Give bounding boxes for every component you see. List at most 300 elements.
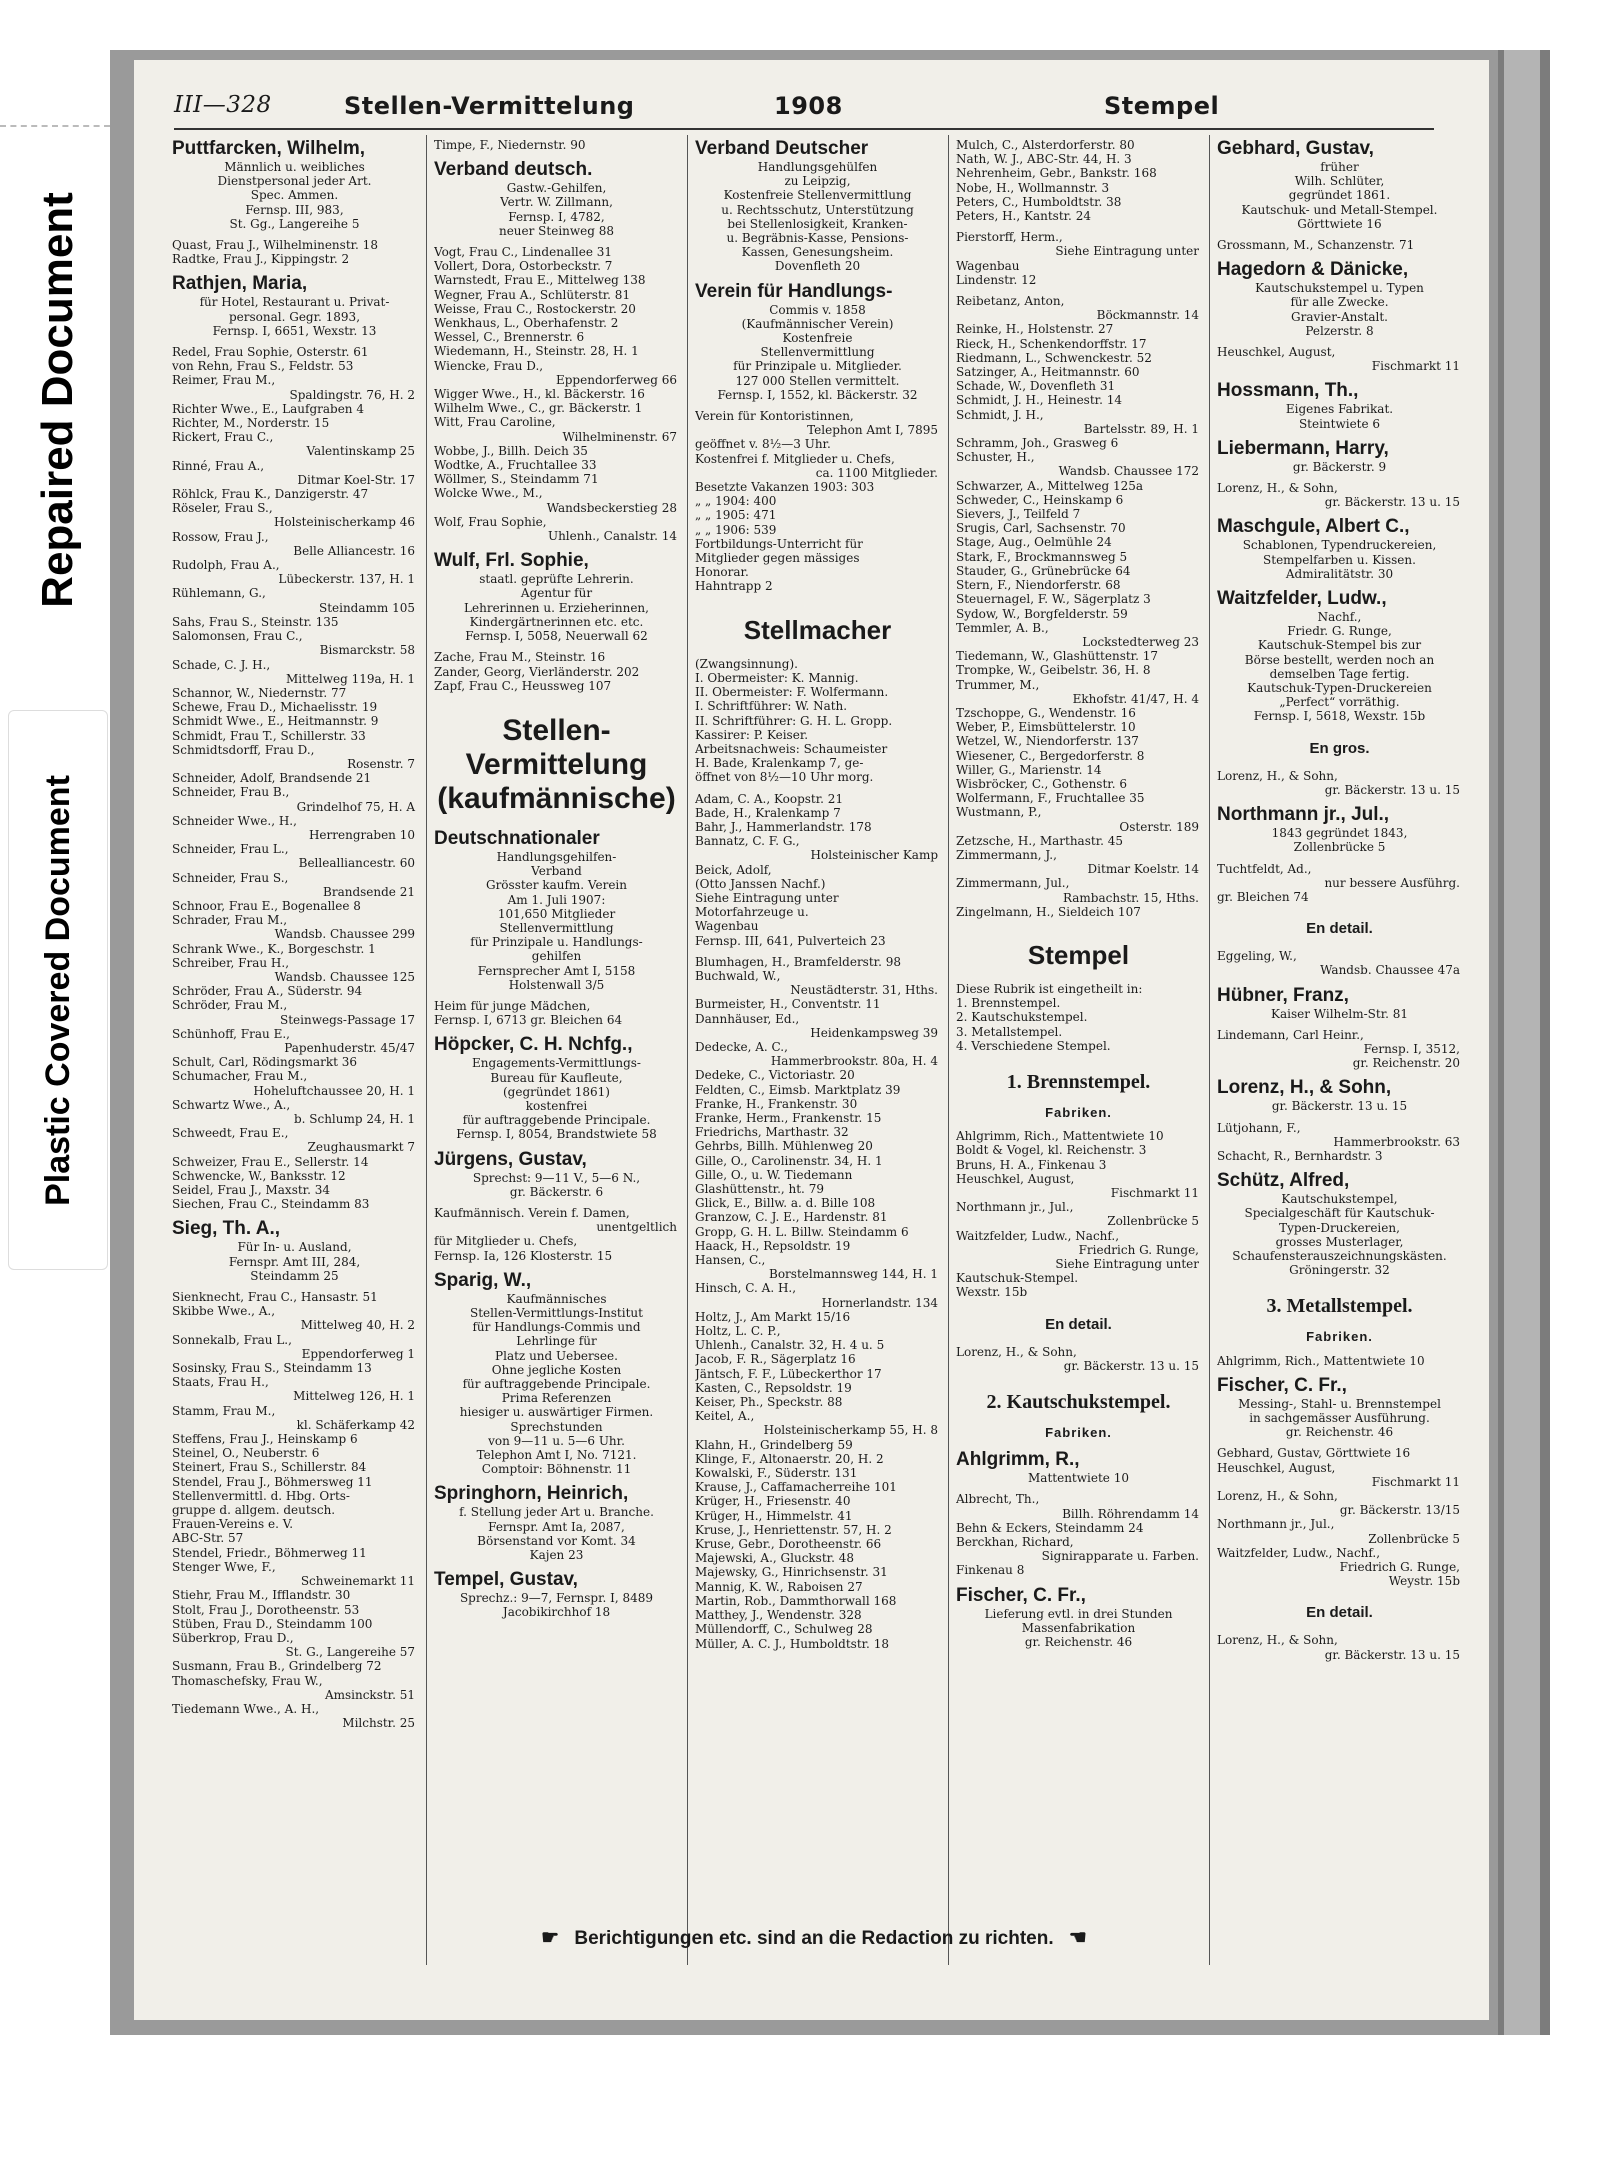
text-line: Kostenfreie Stellenvermittlung [723,188,912,203]
column-3 [695,138,940,1958]
text-line: Engagements-Vermittlungs- [472,1056,641,1071]
text-line: Fernsp. I, 6713 gr. Bleichen 64 [434,1013,623,1028]
text-line: Maschgule, Albert C., [1217,516,1410,538]
text-line: Holsteinischerkamp 55, H. 8 [763,1423,938,1438]
text-line: Zache, Frau M., Steinstr. 16 [434,650,606,665]
text-line: Müller, A. C. J., Humboldtstr. 18 [695,1636,889,1651]
text-line: Stamm, Frau M., [172,1403,276,1418]
text-line: Admiralitätstr. 30 [1285,566,1394,581]
text-line: Heidenkampsweg 39 [810,1025,938,1040]
text-line: (kaufmännische) [437,781,676,815]
text-line: Friedr. G. Runge, [1287,624,1392,639]
advertisement-entry [1217,138,1462,231]
text-line: 3. Metallstempel. [1266,1295,1413,1318]
text-line: Fischer, C. Fr., [956,1584,1086,1606]
text-line: Eggeling, W., [1217,949,1297,964]
text-line: Bruns, H. A., Finkenau 3 [956,1157,1107,1172]
text-line: Vermittelung [465,747,648,781]
text-line: Kautschukstempel u. Typen [1255,281,1424,296]
text-line: in sachgemässer Ausführung. [1249,1410,1430,1425]
text-line: für Handlungs-Commis und [472,1320,641,1335]
text-line: Wandsb. Chaussee 172 [1058,464,1199,479]
text-line: Fernsp. I, 5618, Wexstr. 15b [1253,709,1426,724]
text-line: Schwencke, W., Banksstr. 12 [172,1168,346,1183]
text-line: (Otto Janssen Nachf.) [695,876,826,891]
text-line: 127 000 Stellen vermittelt. [735,373,900,388]
text-line: Sprechz.: 9—7, Fernspr. I, 8489 [459,1591,654,1606]
text-line: Springhorn, Heinrich, [434,1483,629,1505]
text-line: Stellen- [502,713,611,747]
text-line: Heuschkel, August, [1217,345,1336,360]
text-line: Steintwiete 6 [1298,416,1381,431]
text-line: Lehrlinge für [516,1334,597,1349]
category-heading [956,1390,1201,1414]
text-line: Motorfahrzeuge u. [695,905,809,920]
text-line: Kruse, Gebr., Dorotheenstr. 66 [695,1537,882,1552]
text-line: Schade, W., Dovenfleth 31 [956,379,1116,394]
text-line: Höpcker, C. H. Nchfg., [434,1034,633,1056]
text-line: Verband Deutscher [695,138,869,159]
text-line: Lorenz, H., & Sohn, [1217,1077,1392,1099]
advertisement-entry [434,1149,679,1199]
text-line: Schaufensterauszeichnungskästen. [1232,1248,1447,1263]
text-line: Steinel, O., Neuberstr. 6 [172,1446,320,1461]
text-line: Schmidt, J. H., Heinestr. 14 [956,393,1122,408]
text-line: Friedrichs, Marthastr. 32 [695,1125,849,1140]
text-line: Stolt, Frau J., Dorotheenstr. 53 [172,1602,360,1617]
text-line: Staats, Frau H., [172,1375,269,1390]
text-line: (Kaufmännischer Verein) [741,316,894,331]
text-line: ca. 1100 Mitglieder. [815,465,938,480]
text-line: Schweinemarkt 11 [300,1574,415,1589]
text-line: Comptoir: Böhnenstr. 11 [481,1462,632,1477]
listing-block [956,1492,1201,1577]
text-line: Rudolph, Frau A., [172,558,280,573]
text-line: Stellenvermittlung [499,920,614,935]
text-line: Krüger, H., Friesenstr. 40 [695,1494,851,1509]
text-line: Lorenz, H., & Sohn, [1217,481,1338,496]
text-line: Heuschkel, August, [956,1171,1075,1186]
text-line: Klinge, F., Altonaerstr. 20, H. 2 [695,1451,884,1466]
text-line: Sienknecht, Frau C., Hansastr. 51 [172,1290,378,1305]
scanned-page [110,50,1550,2035]
text-line: 1843 gegründet 1843, [1271,826,1408,841]
spacer [956,1374,1201,1380]
text-line: Albrecht, Th., [956,1492,1040,1507]
text-line: Kautschuk-Stempel bis zur [1257,638,1422,653]
text-line: Steindamm 25 [250,1268,339,1283]
text-line: Zimmermann, J., [956,847,1057,862]
text-line: Schneider, Frau L., [172,842,289,857]
text-line: Commis v. 1858 [769,302,866,317]
spacer [956,1418,1201,1424]
text-line: Sievers, J., Teilfeld 7 [956,507,1081,522]
text-line: Lübeckerstr. 137, H. 1 [278,572,415,587]
text-line: Gastw.-Gehilfen, [506,181,607,196]
text-line: Behn & Eckers, Steindamm 24 [956,1520,1144,1535]
text-line: Handlungsgehilfen- [496,849,617,864]
text-line: Dannhäuser, Ed., [695,1011,800,1026]
text-line: Sahs, Frau S., Steinstr. 135 [172,614,339,629]
text-line: Pelzerstr. 8 [1305,323,1374,338]
text-line: Billh. Röhrendamm 14 [1062,1506,1199,1521]
text-line: Eppendorferweg 1 [301,1346,415,1361]
text-line: Timpe, F., Niedernstr. 90 [434,138,586,152]
text-line: Dienstpersonal jeder Art. [217,174,372,189]
advertisement-entry [956,1585,1201,1650]
column-2 [434,138,679,1958]
text-line: Fernspr. Amt III, 284, [228,1254,361,1269]
text-line: Peters, C., Humboldtstr. 38 [956,194,1122,209]
text-line: Waitzfelder, Ludw., Nachf., [1217,1545,1381,1560]
section-heading [956,940,1201,970]
text-line: Mannig, K. W., Raboisen 27 [695,1579,863,1594]
text-line: Radtke, Frau J., Kippingstr. 2 [172,252,350,267]
text-line: Haack, H., Repsoldstr. 19 [695,1238,851,1253]
text-line: gehilfen [531,949,582,964]
text-line: Kaufmännisch. Verein f. Damen, [434,1205,630,1220]
text-line: Schmidtsdorff, Frau D., [172,742,315,757]
text-line: Siechen, Frau C., Steindamm 83 [172,1197,370,1212]
footer-text: Berichtigungen etc. sind an die Redaction zu richten. [574,1928,1054,1949]
text-line: Trompke, W., Geibelstr. 36, H. 8 [956,663,1151,678]
text-line: Grindelhof 75, H. A [296,799,415,814]
subsection-heading [956,1315,1201,1335]
spacer [695,595,940,601]
listing-block [956,1345,1201,1373]
text-line: Stellenvermittlung [760,345,875,360]
text-line: für Hotel, Restaurant u. Privat- [199,295,390,310]
text-line: (gegründet 1861) [503,1084,610,1099]
section-heading [695,615,940,645]
text-line: Süberkrop, Frau D., [172,1630,294,1645]
paper-sheet [134,60,1489,2020]
text-line: Ahlgrimm, Rich., Mattentwiete 10 [1217,1353,1425,1368]
text-line: Am 1. Juli 1907: [507,892,606,907]
section-title: Stellen-Vermittelung [344,92,635,120]
footer-note [464,1925,1164,1950]
text-line: Beick, Adolf, [695,862,772,877]
text-line: Schneider Wwe., H., [172,813,297,828]
text-line: Stendel, Frau J., Böhmersweg 11 [172,1474,373,1489]
text-line: Tuchtfeldt, Ad., [1217,861,1312,876]
text-line: Massenfabrikation [1021,1620,1136,1635]
repaired-document-label: Repaired Document [33,192,83,608]
text-line: Hahntrapp 2 [695,579,773,594]
text-line: Wulf, Frl. Sophie, [434,550,589,572]
text-line: Rosenstr. 7 [347,756,415,771]
right-section-title: Stempel [1104,92,1220,120]
text-line: Kowalski, F., Süderstr. 131 [695,1466,858,1481]
text-line: St. G., Langereihe 57 [285,1645,415,1660]
column-divider [426,135,427,1965]
spacer [1217,1663,1462,1669]
text-line: Wandsb. Chaussee 125 [274,969,415,984]
text-line: Fernsp. I, 8054, Brandstwiete 58 [456,1127,657,1142]
text-line: Schmidt, Frau T., Schillerstr. 33 [172,728,366,743]
listing-block [172,238,417,266]
listing-block [1217,862,1462,905]
text-line: Steinwegs-Passage 17 [279,1012,415,1027]
text-line: Hoheluftchaussee 20, H. 1 [253,1083,415,1098]
text-line: 2. Kautschukstempel. [956,1010,1088,1025]
text-line: Fernsp. Ia, 126 Klosterstr. 15 [434,1248,613,1263]
text-line: Hübner, Franz, [1217,984,1349,1006]
listing-block [434,245,679,543]
text-line: Stellen-Vermittlungs-Institut [470,1305,643,1320]
text-line: Heim für junge Mädchen, [434,998,591,1013]
text-line: Wöllmer, S., Steindamm 71 [434,472,599,487]
text-line: Schünhoff, Frau E., [172,1026,290,1041]
text-line: Holsteinischerkamp 46 [273,515,415,530]
text-line: Wustmann, P., [956,805,1042,820]
text-line: Hinsch, C. A. H., [695,1281,797,1296]
text-line: Wolcke Wwe., M., [434,486,543,501]
text-line: Schnoor, Frau E., Bogenallee 8 [172,898,361,913]
text-line: Görttwiete 16 [1297,216,1382,231]
text-line: Agentur für [520,586,593,601]
column-divider [1209,135,1210,1965]
text-line: gr. Bäckerstr. 6 [509,1184,604,1199]
advertisement-entry [956,1449,1201,1485]
text-line: Gebhard, Gustav, [1217,138,1374,159]
text-line: Vertr. W. Zillmann, [500,195,613,210]
text-line: Keiser, Ph., Speckstr. 88 [695,1395,843,1410]
text-line: unentgeltlich [596,1220,677,1235]
text-line: Verband [531,864,582,879]
text-line: Holstenwall 3/5 [508,977,605,992]
spacer [956,1650,1201,1656]
text-line: Zimmermann, Jul., [956,876,1070,891]
text-line: gr. Reichenstr. 20 [1352,1056,1460,1071]
text-line: früher [1320,160,1359,174]
text-line: Müllendorff, C., Schulweg 28 [695,1622,873,1637]
text-line: Fernsp. I, 1552, kl. Bäckerstr. 32 [717,387,918,402]
advertisement-entry [434,1569,679,1619]
text-line: u. Rechtsschutz, Unterstützung [721,202,914,217]
advertisement-entry [172,138,417,231]
text-line: Lindenstr. 12 [956,272,1037,287]
text-line: gr. Bäckerstr. 13 u. 15 [1271,1099,1408,1114]
text-line: Richter, M., Norderstr. 15 [172,416,330,431]
text-line: Fabriken. [1306,1329,1373,1345]
text-line: neuer Steinweg 88 [498,223,615,238]
text-line: Wobbe, J., Billh. Deich 35 [434,443,588,458]
advertisement-entry [1217,1375,1462,1440]
text-line: „Perfect“ vorräthig. [1279,695,1400,710]
advertisement-entry [1217,380,1462,430]
text-line: Hammerbrookstr. 80a, H. 4 [770,1054,938,1069]
text-line: Gröningerstr. 32 [1289,1263,1390,1278]
text-line: Siehe Eintragung unter [695,890,839,905]
text-line: hiesiger u. auswärtiger Firmen. [459,1405,654,1420]
year: 1908 [774,92,843,120]
text-line: Wagenbau [956,258,1020,273]
text-line: Grossmann, M., Schanzenstr. 71 [1217,238,1415,253]
text-line: Fischer, C. Fr., [1217,1374,1347,1396]
listing-block [1217,1633,1462,1661]
text-line: Rühlemann, G., [172,586,266,601]
advertisement-entry [434,1034,679,1141]
text-line: Jacob, F. R., Sägerplatz 16 [695,1352,856,1367]
listing-block [172,345,417,1211]
listing-block [1217,238,1462,252]
text-line: Schweizer, Frau E., Sellerstr. 14 [172,1154,369,1169]
text-line: Fortbildungs-Unterricht für [695,536,863,551]
text-line: Wisbröcker, C., Gothenstr. 6 [956,776,1127,791]
text-line: Rieck, H., Schenkendorffstr. 17 [956,336,1147,351]
sidebar [0,120,110,1270]
text-line: staatl. geprüfte Lehrerin. [479,572,634,587]
text-line: Stellmacher [743,614,892,645]
text-line: Granzow, C. J. E., Hardenstr. 81 [695,1210,888,1225]
text-line: Schneider, Adolf, Brandsende 21 [172,771,372,786]
listing-block [434,1206,679,1263]
text-line: gr. Reichenstr. 46 [1024,1635,1133,1650]
text-line: Neustädterstr. 31, Hths. [790,983,938,998]
text-line: Satzinger, A., Heitmannstr. 60 [956,365,1140,380]
bottom-margin [110,2035,1600,2177]
text-line: Schumacher, Frau M., [172,1069,308,1084]
text-line: Hammerbrookstr. 63 [1333,1134,1460,1149]
advertisement-entry [434,550,679,643]
advertisement-entry [1217,1170,1462,1277]
text-line: Holsteinischer Kamp [810,848,938,863]
text-line: Schwarzer, A., Mittelweg 125a [956,478,1144,493]
text-line: Jäntsch, F. F., Lübeckerthor 17 [695,1366,882,1381]
text-line: Osterstr. 189 [1119,819,1199,834]
text-line: Fernsprecher Amt I, 5158 [477,963,636,978]
text-line: Stenger Wwe, F., [172,1559,276,1574]
text-line: Franke, H., Frankenstr. 30 [695,1096,858,1111]
text-line: Weystr. 15b [1388,1574,1460,1589]
text-line: Handlungsgehülfen [757,160,878,174]
text-line: Reimer, Frau M., [172,373,276,388]
spacer [1217,905,1462,911]
listing-block [434,138,679,152]
text-line: I. Schriftführer: W. Nath. [695,699,848,714]
pointing-hand-icon: ☚ [1068,1927,1087,1949]
text-line: Gille, O., Carolinenstr. 34, H. 1 [695,1153,883,1168]
text-line: Kaufmännisches [506,1291,607,1306]
advertisement-entry [434,828,679,992]
text-line: Wandsb. Chaussee 299 [274,927,415,942]
text-line: Franke, Herm., Frankenstr. 15 [695,1110,882,1125]
text-line: Holtz, L. C. P., [695,1324,781,1339]
advertisement-entry [695,281,940,402]
text-line: Glashüttenstr., ht. 79 [695,1182,824,1196]
text-line: Stiehr, Frau M., Ifflandstr. 30 [172,1588,351,1603]
text-line: Buchwald, W., [695,968,781,983]
text-line: Ekhofstr. 41/47, H. 4 [1072,691,1199,706]
listing-block [695,955,940,1651]
text-line: Uhlenh., Canalstr. 14 [547,529,677,544]
text-line: Bannatz, C. F. G., [695,834,800,849]
text-line: Rathjen, Maria, [172,273,308,295]
text-line: für alle Zwecke. [1290,295,1389,310]
text-line: Quast, Frau J., Wilhelminenstr. 18 [172,238,378,253]
text-line: Kostenfrei f. Mitglieder u. Chefs, [695,451,895,466]
subsection-heading [1217,1603,1462,1623]
text-line: Wiesener, C., Bergedorferstr. 8 [956,748,1145,763]
text-line: b. Schlump 24, H. 1 [293,1112,415,1126]
text-line: Wessel, C., Brennerstr. 6 [434,330,585,345]
text-line: H. Bade, Kralenkamp 7, ge- [695,756,864,771]
text-line: Majewsky, G., Hinrichsenstr. 31 [695,1565,888,1580]
text-line: Kasten, C., Repsoldstr. 19 [695,1380,852,1395]
text-line: kl. Schäferkamp 42 [296,1417,415,1432]
column-4 [956,138,1201,1958]
text-line: Kindergärtnerinnen etc. etc. [469,614,644,629]
text-line: En detail. [1306,1604,1373,1622]
text-line: 4. Verschiedene Stempel. [956,1038,1111,1053]
text-line: Fischmarkt 11 [1110,1186,1199,1200]
text-line: gr. Bäckerstr. 13/15 [1339,1503,1460,1518]
text-line: Verband deutsch. [434,159,593,181]
text-line: Böckmannstr. 14 [1096,308,1199,323]
text-line: Schade, C. J. H., [172,657,271,672]
listing-block [1217,345,1462,373]
text-line: En gros. [1309,739,1370,757]
text-line: Wenkhaus, L., Oberhafenstr. 2 [434,316,619,331]
text-line: Steinert, Frau S., Schillerstr. 84 [172,1460,367,1475]
text-line: Specialgeschäft für Kautschuk- [1244,1206,1435,1221]
pointing-hand-icon: ☛ [541,1927,560,1949]
text-line: Warnstedt, Frau E., Mittelweg 138 [434,273,646,288]
text-line: En detail. [1306,920,1373,938]
text-line: Telephon Amt I, No. 7121. [476,1448,637,1463]
text-line: Fabriken. [1045,1425,1112,1441]
spacer [956,1054,1201,1060]
text-line: Mattentwiete 10 [1028,1471,1129,1486]
text-line: Ditmar Koelstr. 14 [1087,862,1199,877]
text-line: gr. Bleichen 74 [1217,889,1309,904]
text-line: Siehe Eintragung unter [1055,244,1199,259]
text-line: St. Gg., Langereihe 5 [229,216,360,231]
text-line: Steffens, Frau J., Heinskamp 6 [172,1432,358,1447]
text-line: Nachf., [1317,610,1362,625]
text-line: 3. Metallstempel. [956,1024,1063,1039]
text-line: Reibetanz, Anton, [956,294,1065,309]
text-line: Nobe, H., Wollmannstr. 3 [956,180,1110,195]
text-line: Milchstr. 25 [342,1716,415,1731]
text-line: Dedeke, C., Victoriastr. 20 [695,1068,855,1083]
listing-block [1217,769,1462,797]
text-line: personal. Gegr. 1893, [228,309,361,324]
text-line: Kostenfreie [782,331,853,346]
text-line: ABC-Str. 57 [172,1531,244,1546]
text-line: Trummer, M., [956,677,1040,692]
text-line: Sieg, Th. A., [172,1218,281,1240]
text-line: Schröder, Frau M., [172,998,288,1013]
text-line: grosses Musterlager, [1275,1234,1404,1249]
text-line: Amsinckstr. 51 [324,1687,415,1702]
text-line: Nehrenheim, Gebr., Bankstr. 168 [956,166,1157,181]
text-line: Kaiser Wilhelm-Str. 81 [1270,1006,1409,1021]
listing-block [1217,481,1462,509]
text-line: Rambachstr. 15, Hths. [1062,890,1199,905]
spacer [956,1301,1201,1307]
text-line: Feldten, C., Eimsb. Marktplatz 39 [695,1082,901,1097]
text-line: Mittelweg 40, H. 2 [300,1318,415,1333]
text-line: Richter Wwe., E., Laufgraben 4 [172,401,364,416]
advertisement-entry [434,159,679,238]
text-line: gr. Reichenstr. 46 [1285,1425,1394,1440]
text-line: Schrank Wwe., K., Borgeschstr. 1 [172,941,376,956]
text-line: Wilhelm Wwe., C., gr. Bäckerstr. 1 [434,401,643,416]
text-line: Friedrich G. Runge, [1339,1560,1460,1574]
text-line: Susmann, Frau B., Grindelberg 72 [172,1659,382,1674]
